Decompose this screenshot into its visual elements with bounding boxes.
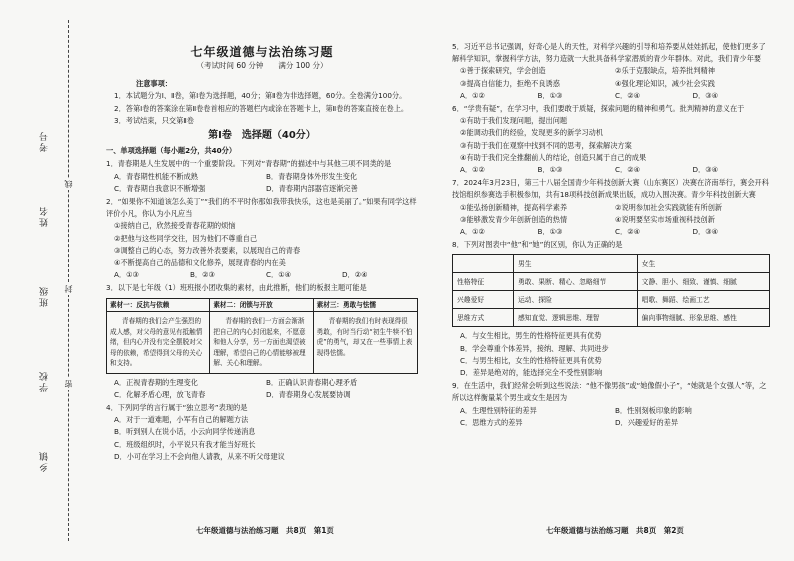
material-body: 青春期的我们有时表现得很勇敢，有时当行动“初生牛犊不怕虎”的勇气，却又在一些事情上表现得怯懦。 — [316, 317, 413, 357]
statement-item: ④说明要坚实市场重视科技创新 — [615, 214, 715, 224]
option-c[interactable]: C．思维方式的差异 — [460, 417, 523, 427]
page-two-column — [452, 40, 770, 429]
question-3 — [106, 282, 418, 401]
option-b[interactable]: B．①③ — [537, 227, 563, 237]
option-d[interactable]: D．青春期身心发展要协调 — [266, 389, 351, 399]
option-d[interactable]: D．小可在学习上不会向他人请教，从来不听父母建议 — [114, 451, 285, 461]
option-d[interactable]: D．兴趣爱好的差异 — [615, 417, 679, 427]
notice-title: 注意事项： — [136, 79, 172, 89]
table-header: 女生 — [637, 255, 769, 273]
question-stem: 2．“如果你不知道该怎么美丁”“我们的不平时你那如我带我快乐，这也是美丽了。”如果有同学这样评价小凡，你认为小凡应当 — [106, 197, 417, 219]
option-b[interactable]: B．①③ — [537, 165, 563, 175]
question-9 — [452, 380, 770, 429]
class-label: 班级 — [40, 285, 50, 307]
option-c[interactable]: C．化解矛盾心理，放飞青春 — [114, 389, 206, 399]
question-stem: 4．下列同学的言行属于“独立思考”表现的是 — [106, 403, 248, 413]
binding-mark-line: 线 — [64, 180, 73, 188]
question-stem: 1．青春期是人生发展中的一个重要阶段。下列对“青春期”的描述中与其他三项不同类的是 — [106, 159, 392, 169]
option-b[interactable]: B．正确认识青春期心理矛盾 — [266, 377, 358, 387]
option-d[interactable]: D．③④ — [692, 165, 719, 175]
material-table — [106, 298, 418, 374]
statement-item: ④不断提高自己的品德和文化修养，展现青春的内在美 — [114, 258, 286, 268]
option-c[interactable]: C．青春期自我意识不断增强 — [114, 183, 206, 193]
exam-title: 七年级道德与法治练习题 — [190, 45, 334, 59]
statement-item: ③调整自己的心态，努力改善外表要素，以展现自己的青春 — [114, 245, 301, 255]
question-stem: 3．以下是七年级（1）班班报小团收集的素材，由此推断，他们的板报主题可能是 — [106, 283, 367, 293]
table-header — [453, 255, 514, 273]
option-d[interactable]: D．③④ — [692, 227, 719, 237]
option-a[interactable]: A．青春期性机能不断成熟 — [114, 171, 198, 181]
table-cell: 思维方式 — [453, 309, 514, 327]
question-7 — [452, 177, 770, 238]
town-label: 乡镇 — [40, 450, 50, 472]
school-label: 学校 — [40, 370, 50, 392]
option-a[interactable]: A．①③ — [114, 270, 139, 280]
material-head: 素材一：反抗与依赖 — [107, 299, 209, 313]
statement-item: ④强化理论知识，减少社会实践 — [615, 78, 715, 88]
option-b[interactable]: B．②③ — [190, 270, 216, 280]
table-cell: 兴趣爱好 — [453, 291, 514, 309]
option-d[interactable]: D．青春期内部器官逐渐完善 — [266, 183, 358, 193]
question-stem: 8．下列对图表中“他”和“她”的区别，你认为正确的是 — [452, 240, 623, 250]
table-cell: 文静、胆小、细致、谨慎、细腻 — [637, 273, 769, 291]
question-6 — [452, 103, 770, 176]
statement-item: ①接纳自己，欣然接受青春花期的烦恼 — [114, 221, 236, 231]
statement-item: ①有助于我们发现问题，提出问题 — [460, 116, 568, 126]
option-c[interactable]: C．与男生相比，女生的性格特征更具有优势 — [460, 355, 602, 365]
material-body: 青春期的我们会产生强烈的成人感，对父母的意见有抵触情绪，但内心并没有完全摆脱对父母的依赖，希望得到父母的关心和支持。 — [110, 317, 203, 368]
question-1 — [106, 158, 418, 195]
exam-no-label: 考号 — [40, 130, 50, 152]
statement-item: ①善于探索研究，学会创造 — [460, 66, 546, 76]
option-a[interactable]: A．与女生相比，男生的性格特征更具有优势 — [460, 331, 602, 341]
option-c[interactable]: C．②④ — [615, 227, 641, 237]
page-one-column — [106, 40, 418, 463]
question-4 — [106, 402, 418, 463]
statement-item: ④有助于我们完全推翻前人的结论，创造只属于自己的成果 — [460, 152, 647, 162]
table-row — [453, 291, 770, 309]
question-stem: 7．2024年3月23日，第三十八届全国青少年科技创新大赛（山东赛区）决赛在济南举行，赛会开科技馆组织参赛选手积极参加，共有18项科技创新成果出版，成功入围决赛。青少年科技创新大赛 — [452, 178, 769, 200]
binding-mark-close: 密 — [64, 380, 73, 388]
option-d[interactable]: D．差异是绝对的，能选择完全不受性别影响 — [460, 368, 603, 378]
option-a[interactable]: A．对于一道难题，小军有自己的解题方法 — [114, 415, 249, 425]
statement-item: ②乐于克服缺点，培养批判精神 — [615, 66, 715, 76]
option-c[interactable]: C．①④ — [266, 270, 292, 280]
option-c[interactable]: C．②④ — [615, 90, 641, 100]
question-stem: 5．习近平总书记强调，好奇心是人的天性，对科学兴趣的引导和培养要从娃娃抓起，使他们更多了解科学知识，掌握科学方法，努力造就一大批具备科学家潜质的青少年群体。对此，我们青少年要 — [452, 42, 766, 64]
option-d[interactable]: D．②④ — [342, 270, 368, 280]
option-b[interactable]: B．青春期身体外形发生变化 — [266, 171, 358, 181]
statement-item: ①能弘扬创新精神，提高科学素养 — [460, 202, 568, 212]
material-cell — [210, 299, 313, 373]
table-header: 男生 — [514, 255, 638, 273]
name-label: 姓名 — [40, 205, 50, 227]
page-two-footer: 七年级道德与法治练习题 共8页 第2页 — [546, 526, 684, 535]
option-a[interactable]: A．正视青春期的生理变化 — [114, 377, 198, 387]
option-a[interactable]: A．①② — [460, 227, 485, 237]
statement-item: ②把他与这些同学交往，因为他们不尊重自己 — [114, 233, 258, 243]
section-title: 第Ⅰ卷 选择题（40分） — [208, 130, 316, 142]
statement-item: ③有助于我们在观察中找到不同的思考，探索解决方案 — [460, 140, 632, 150]
binding-strip — [0, 0, 100, 561]
option-c[interactable]: C．班级组织时，小平说只有我才能当好班长 — [114, 439, 256, 449]
material-cell — [314, 299, 417, 373]
option-a[interactable]: A．①② — [460, 90, 485, 100]
material-head: 素材三：勇敢与怯懦 — [314, 299, 417, 313]
binding-dashed-line — [68, 20, 69, 541]
table-cell: 感知直觉、逻辑思维、理智 — [514, 309, 638, 327]
question-2 — [106, 196, 418, 281]
statement-item: ③提高自信能力，拒绝不良诱惑 — [460, 78, 560, 88]
material-head: 素材二：闭锁与开放 — [210, 299, 312, 313]
notice-item: 3．考试结束，只交第Ⅱ卷 — [114, 115, 194, 125]
part-title: 一、单项选择题（每小题2分，共40分） — [106, 146, 237, 156]
option-b[interactable]: B．听到别人在说小话，小云向同学传递消息 — [114, 427, 256, 437]
material-body: 青春期的我们一方面会渐渐把自己的内心封闭起来，不愿意和他人分享，另一方面也渴望被理解，希望自己的心情能够被理解、关心和理解。 — [213, 317, 306, 368]
table-cell: 偏向事物细腻、形象思维、感性 — [637, 309, 769, 327]
option-a[interactable]: A．生理性别特征的差异 — [460, 405, 537, 415]
statement-item: ②能调动我们的经验，发现更多的新学习动机 — [460, 128, 604, 138]
question-stem: 6．“学贵有疑”，在学习中，我们要敢于质疑，探索问题的精神和勇气。批判精神的意义在于 — [452, 104, 745, 114]
notice-item: 2．答第Ⅰ卷的答案涂在第Ⅱ卷卷首相应的答题栏内或涂在答题卡上，第Ⅱ卷的答案直接在卷上。 — [114, 103, 409, 113]
table-row — [453, 273, 770, 291]
table-header-row — [453, 255, 770, 273]
exam-subtitle: （考试时间 60 分钟 满分 100 分） — [196, 61, 328, 70]
page-one-footer: 七年级道德与法治练习题 共8页 第1页 — [196, 526, 334, 535]
question-stem: 9．在生活中，我们经常会听到这些说法：“他不像男孩”或“她像假小子”，“她就是个女强人”等，之所以这样衡量某个男生或女生是因为 — [452, 381, 767, 403]
notice-item: 1．本试题分为Ⅰ、Ⅱ卷，第Ⅰ卷为选择题，40分；第Ⅱ卷为非选择题，60分。全卷满分100分。 — [114, 91, 407, 101]
option-d[interactable]: D．③④ — [692, 90, 719, 100]
question-5 — [452, 41, 770, 102]
material-cell — [107, 299, 210, 373]
statement-item: ②说明参加社会实践就能有所创新 — [615, 202, 723, 212]
statement-item: ③能够激发青少年创新创造的热情 — [460, 214, 568, 224]
option-c[interactable]: C．②④ — [615, 165, 641, 175]
table-cell: 唱歌、舞蹈、绘画工艺 — [637, 291, 769, 309]
table-cell: 勇敢、果断、精心、忽略细节 — [514, 273, 638, 291]
comparison-table — [452, 254, 770, 327]
table-cell: 运动、探险 — [514, 291, 638, 309]
option-b[interactable]: B．性别刻板印象的影响 — [615, 405, 692, 415]
binding-mark-seal: 封 — [64, 285, 73, 293]
question-8 — [452, 239, 770, 379]
option-b[interactable]: B．学会尊重个体差异，接纳、理解、共同进步 — [460, 343, 609, 353]
table-cell: 性格特征 — [453, 273, 514, 291]
option-b[interactable]: B．①③ — [537, 90, 563, 100]
option-a[interactable]: A．①② — [460, 165, 485, 175]
table-row — [453, 309, 770, 327]
